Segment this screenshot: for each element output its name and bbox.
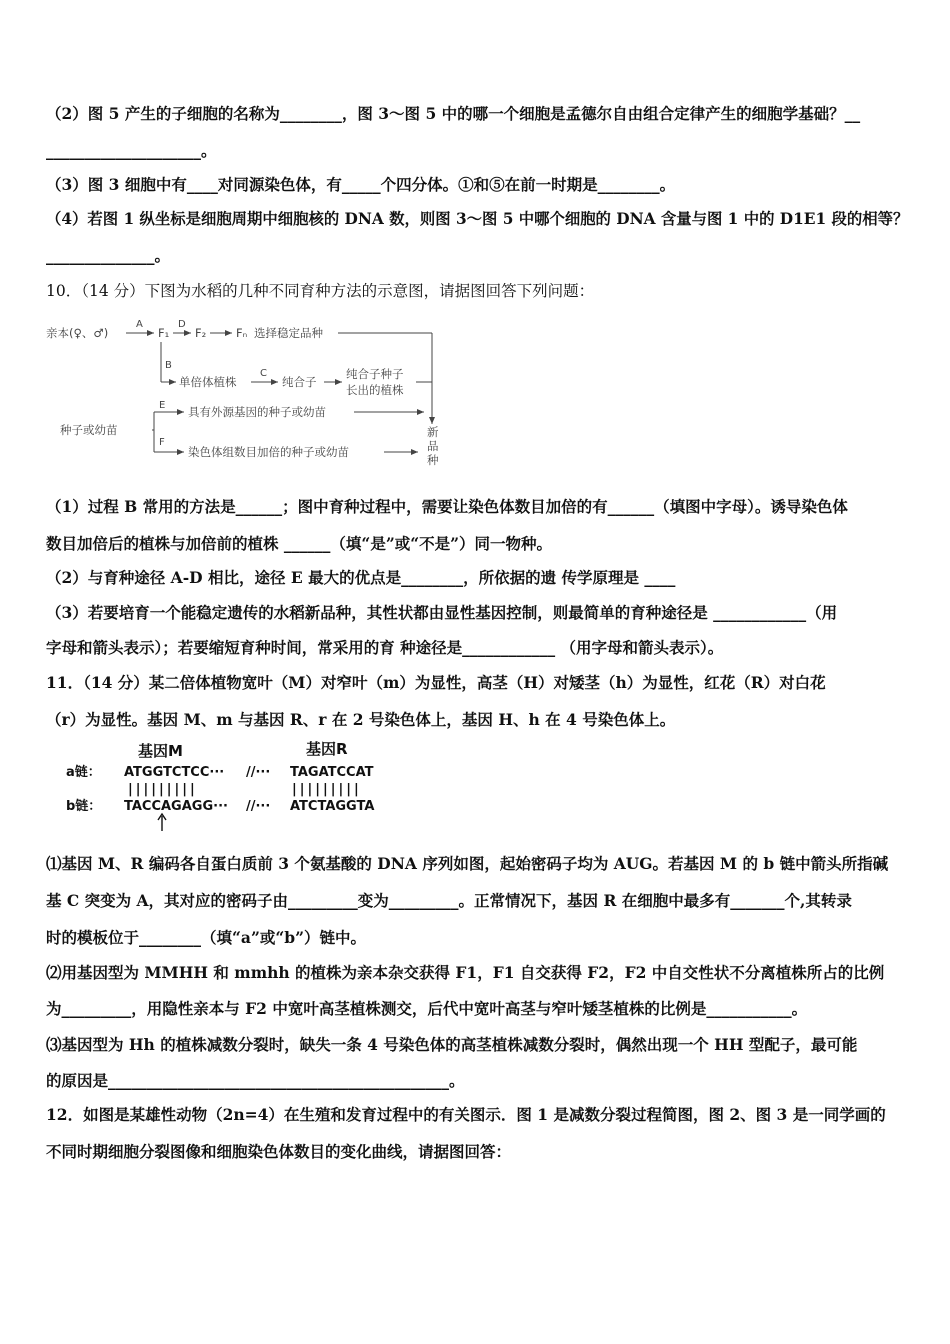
question-9-part-4-blank: ______________。 <box>46 246 171 265</box>
a-strand-label: a链： <box>66 765 101 780</box>
foreign-label: 具有外源基因的种子或幼苗 <box>188 405 326 419</box>
seed-label: 种子或幼苗 <box>60 423 118 437</box>
new-variety-2: 品 <box>427 439 439 453</box>
breeding-diagram <box>46 312 466 472</box>
b-strand-label: b链： <box>66 799 102 814</box>
question-9-part-2-blank: ____________________。 <box>46 141 217 160</box>
question-10-part-1-cont: 数目加倍后的植株与加倍前的植株 ______（填“是”或“不是”）同一物种。 <box>46 534 553 553</box>
f1-label: F₁ <box>158 326 170 340</box>
new-variety-3: 种 <box>427 453 439 467</box>
base-pair-bars-1: ||||||||| <box>128 782 198 797</box>
question-11-part-1: ⑴基因 M、R 编码各自蛋白质前 3 个氨基酸的 DNA 序列如图，起始密码子均为 AUG。若基因 M 的 b 链中箭头所指碱 <box>46 854 889 873</box>
new-variety-1: 新 <box>427 425 439 439</box>
a-strand-sep: //··· <box>246 765 271 780</box>
gene-m-title: 基因M <box>138 742 183 760</box>
question-11-part-3-cont: 的原因是____________________________________________。 <box>46 1071 465 1090</box>
question-10-part-1: （1）过程 B 常用的方法是______；图中育种过程中，需要让染色体数目加倍的有______（填图中字母）。诱导染色体 <box>46 497 848 516</box>
label-e: E <box>159 400 166 411</box>
b-strand-seq-2: ATCTAGGTA <box>290 799 375 814</box>
question-11-part-1-cont: 基 C 突变为 A，其对应的密码子由_________变为_________。正常情况下，基因 R 在细胞中最多有_______个,其转录 <box>46 891 852 910</box>
question-11-stem-cont: （r）为显性。基因 M、m 与基因 R、r 在 2 号染色体上，基因 H、h 在 4 号染色体上。 <box>46 710 676 729</box>
doubled-label: 染色体组数目加倍的种子或幼苗 <box>188 445 349 459</box>
a-strand-seq-1: ATGGTCTCC··· <box>124 765 225 780</box>
dna-sequence-diagram <box>66 738 406 834</box>
label-b: B <box>165 360 172 371</box>
label-a: A <box>136 319 143 330</box>
select-label: 选择稳定品种 <box>254 326 323 340</box>
homo-seed-line1: 纯合子种子 <box>346 367 404 381</box>
question-9-part-3: （3）图 3 细胞中有____对同源染色体，有_____个四分体。①和⑤在前一时期是________。 <box>46 175 676 194</box>
b-strand-seq-1: TACCAGAGG··· <box>124 799 228 814</box>
question-9-part-4: （4）若图 1 纵坐标是细胞周期中细胞核的 DNA 数，则图 3～图 5 中哪个细胞的 DNA 含量与图 1 中的 D1E1 段的相等？ <box>46 209 909 228</box>
a-strand-seq-2: TAGATCCAT <box>290 765 374 780</box>
question-12-stem-cont: 不同时期细胞分裂图像和细胞染色体数目的变化曲线，请据图回答： <box>46 1142 512 1161</box>
homo-seed-line2: 长出的植株 <box>346 383 404 397</box>
question-11-part-3: ⑶基因型为 Hh 的植株减数分裂时，缺失一条 4 号染色体的高茎植株减数分裂时，偶然出现一个 HH 型配子，最可能 <box>46 1035 858 1054</box>
question-11-stem: 11．（14 分）某二倍体植物宽叶（M）对窄叶（m）为显性，高茎（H）对矮茎（h）为显性，红花（R）对白花 <box>46 673 826 692</box>
question-11-part-2-cont: 为_________，用隐性亲本与 F2 中宽叶高茎植株测交，后代中宽叶高茎与窄叶矮茎植株的比例是___________。 <box>46 999 808 1018</box>
question-11-part-2: ⑵用基因型为 MMHH 和 mmhh 的植株为亲本杂交获得 F1，F1 自交获得 F2，F2 中自交性状不分离植株所占的比例 <box>46 963 885 982</box>
question-10-stem: 10．（14 分）下图为水稻的几种不同育种方法的示意图，请据图回答下列问题： <box>46 282 595 300</box>
question-11-part-1-cont2: 时的模板位于________（填“a”或“b”）链中。 <box>46 928 367 947</box>
label-d: D <box>178 319 186 330</box>
parent-label: 亲本(♀、♂) <box>46 326 109 340</box>
base-pair-bars-2: ||||||||| <box>292 782 362 797</box>
gene-r-title: 基因R <box>306 740 348 758</box>
question-12-stem: 12．如图是某雄性动物（2n=4）在生殖和发育过程中的有关图示．图 1 是减数分裂过程简图，图 2、图 3 是一同学画的 <box>46 1105 886 1124</box>
fn-label: Fₙ <box>236 326 248 340</box>
homozygote-label: 纯合子 <box>282 375 317 389</box>
f2-label: F₂ <box>195 326 207 340</box>
haploid-label: 单倍体植株 <box>179 375 237 389</box>
label-c: C <box>260 368 267 379</box>
question-9-part-2: （2）图 5 产生的子细胞的名称为________，图 3～图 5 中的哪一个细胞是孟德尔自由组合定律产生的细胞学基础？__ <box>46 104 861 123</box>
question-10-part-3: （3）若要培育一个能稳定遗传的水稻新品种，其性状都由显性基因控制，则最简单的育种途径是 ____________（用 <box>46 603 838 622</box>
b-strand-sep: //··· <box>246 799 271 814</box>
question-10-part-2: （2）与育种途径 A-D 相比，途径 E 最大的优点是________，所依据的遗 传学原理是 ____ <box>46 568 676 587</box>
label-f: F <box>159 437 165 448</box>
question-10-part-3-cont: 字母和箭头表示）；若要缩短育种时间，常采用的育 种途径是____________ （用字母和箭头表示）。 <box>46 638 724 657</box>
